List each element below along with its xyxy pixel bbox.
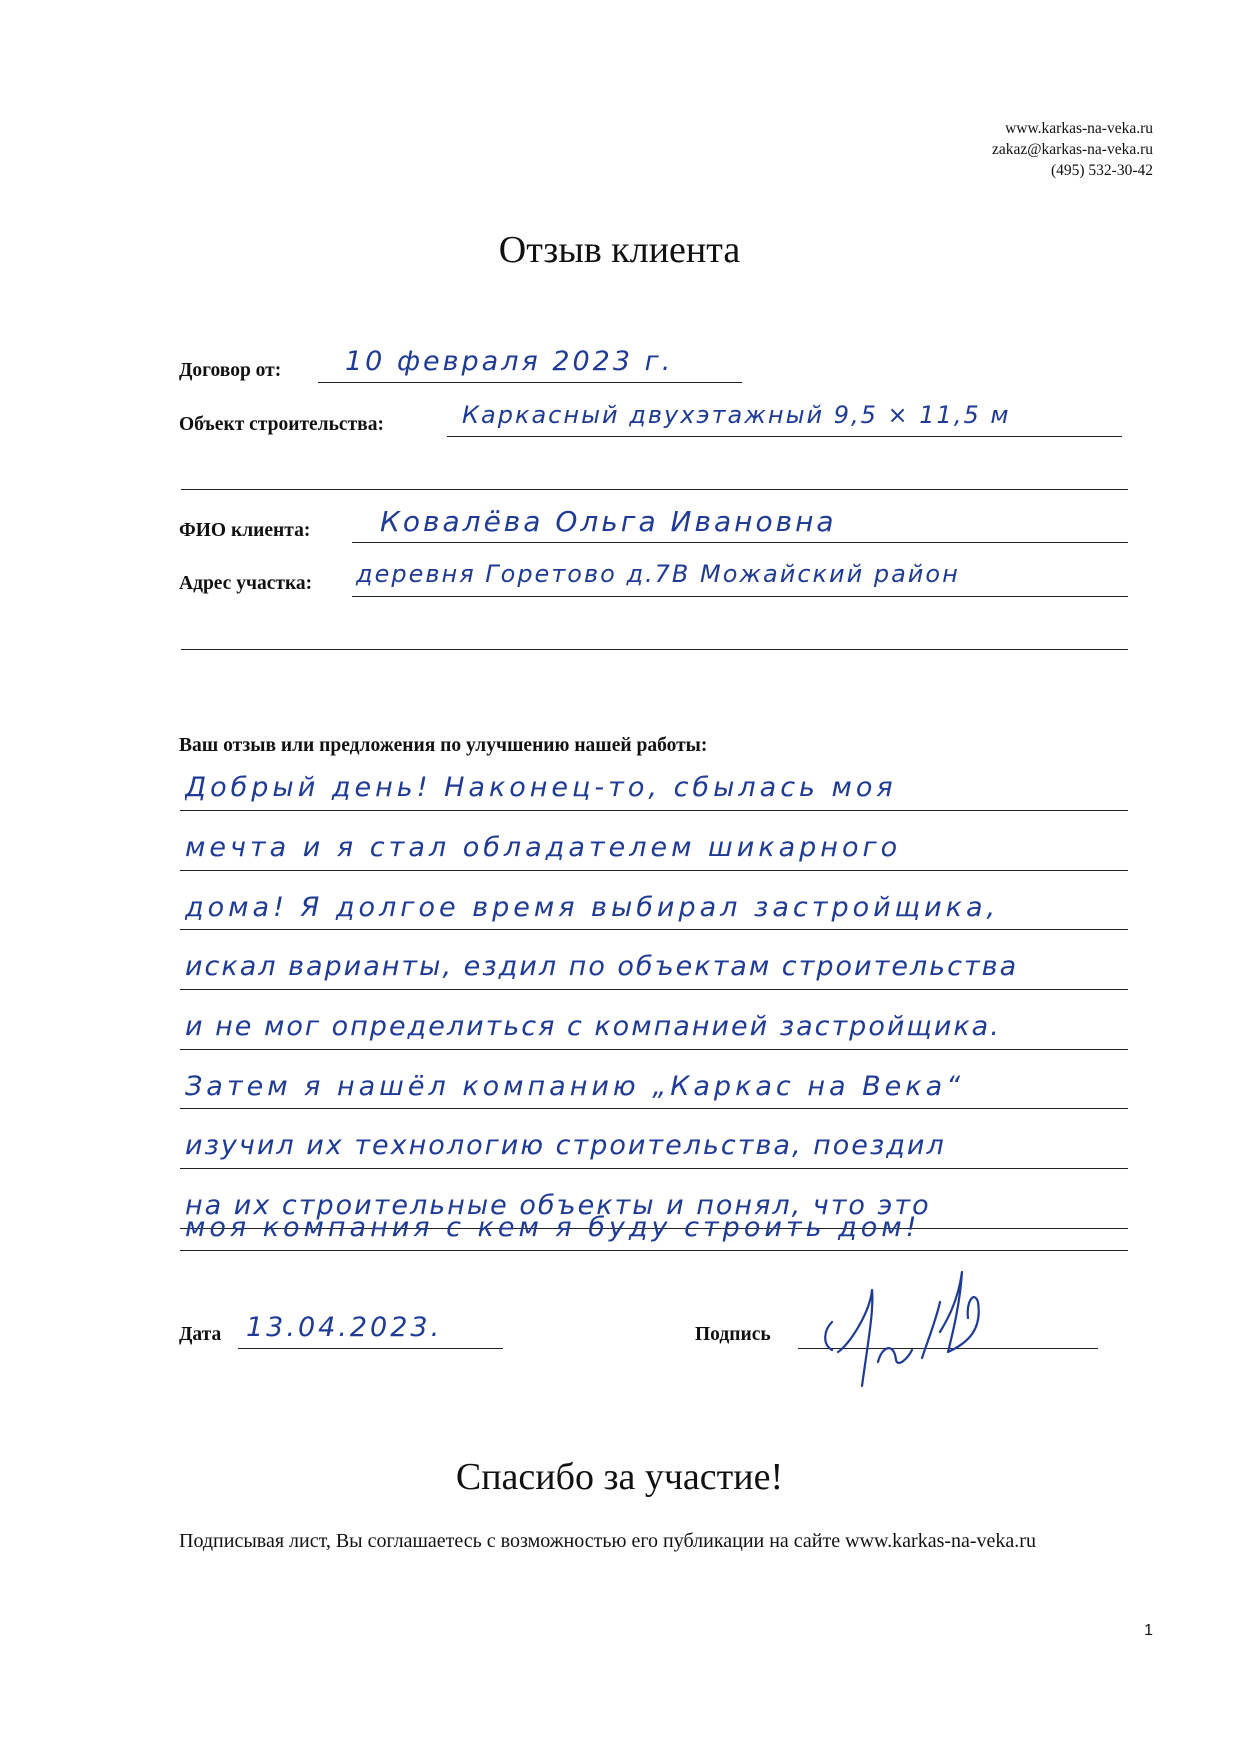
review-rule bbox=[180, 989, 1128, 990]
review-rule bbox=[180, 1108, 1128, 1109]
company-email: zakaz@karkas-na-veka.ru bbox=[992, 141, 1153, 158]
page-number: 1 bbox=[1144, 1622, 1153, 1639]
address-line-2 bbox=[181, 649, 1128, 650]
review-rule bbox=[180, 1250, 1128, 1251]
date-label: Дата bbox=[179, 1324, 222, 1345]
review-rule bbox=[180, 870, 1128, 871]
object-line bbox=[447, 436, 1122, 437]
company-website: www.karkas-na-veka.ru bbox=[1005, 120, 1153, 137]
review-rule bbox=[180, 1049, 1128, 1050]
review-rule bbox=[180, 810, 1128, 811]
review-line-7: изучил их технологию строительства, поездил bbox=[185, 1130, 946, 1161]
client-label: ФИО клиента: bbox=[179, 520, 311, 541]
review-line-4: искал варианты, ездил по объектам строительства bbox=[185, 951, 1019, 982]
consent-note: Подписывая лист, Вы соглашаетесь с возможностью его публикации на сайте www.karkas-na-veka.ru bbox=[179, 1530, 1036, 1552]
date-value: 13.04.2023. bbox=[246, 1312, 443, 1343]
review-label: Ваш отзыв или предложения по улучшению нашей работы: bbox=[179, 735, 708, 756]
review-line-2: мечта и я стал обладателем шикарного bbox=[185, 832, 902, 863]
contract-label: Договор от: bbox=[179, 360, 282, 381]
review-line-1: Добрый день! Наконец-то, сбылась моя bbox=[185, 772, 897, 803]
address-label: Адрес участка: bbox=[179, 573, 313, 594]
date-line bbox=[238, 1348, 503, 1349]
review-rule bbox=[180, 1168, 1128, 1169]
signature-label: Подпись bbox=[695, 1324, 771, 1345]
review-rule bbox=[180, 929, 1128, 930]
page-title: Отзыв клиента bbox=[498, 229, 741, 271]
contacts-block bbox=[992, 118, 1153, 181]
review-line-3: дома! Я долгое время выбирал застройщика, bbox=[185, 892, 1000, 923]
review-line-6: Затем я нашёл компанию „Каркас на Века“ bbox=[185, 1071, 965, 1102]
review-line-8: на их строительные объекты и понял, что это bbox=[185, 1190, 931, 1221]
company-phone: (495) 532-30-42 bbox=[1050, 162, 1153, 179]
contract-value: 10 февраля 2023 г. bbox=[345, 346, 674, 377]
client-value: Ковалёва Ольга Ивановна bbox=[380, 505, 837, 538]
handwritten-signature-icon bbox=[810, 1262, 1020, 1397]
review-line-9: моя компания с кем я буду строить дом! bbox=[185, 1212, 921, 1243]
thanks-heading: Спасибо за участие! bbox=[455, 1456, 784, 1498]
object-label: Объект строительства: bbox=[179, 414, 384, 435]
contract-line bbox=[318, 382, 742, 383]
object-line-2 bbox=[181, 489, 1128, 490]
address-value: деревня Горетово д.7В Можайский район bbox=[356, 560, 960, 588]
client-line bbox=[352, 542, 1128, 543]
object-value: Каркасный двухэтажный 9,5 × 11,5 м bbox=[462, 401, 1011, 429]
review-line-5: и не мог определиться с компанией застройщика. bbox=[185, 1011, 1001, 1042]
address-line bbox=[352, 596, 1128, 597]
